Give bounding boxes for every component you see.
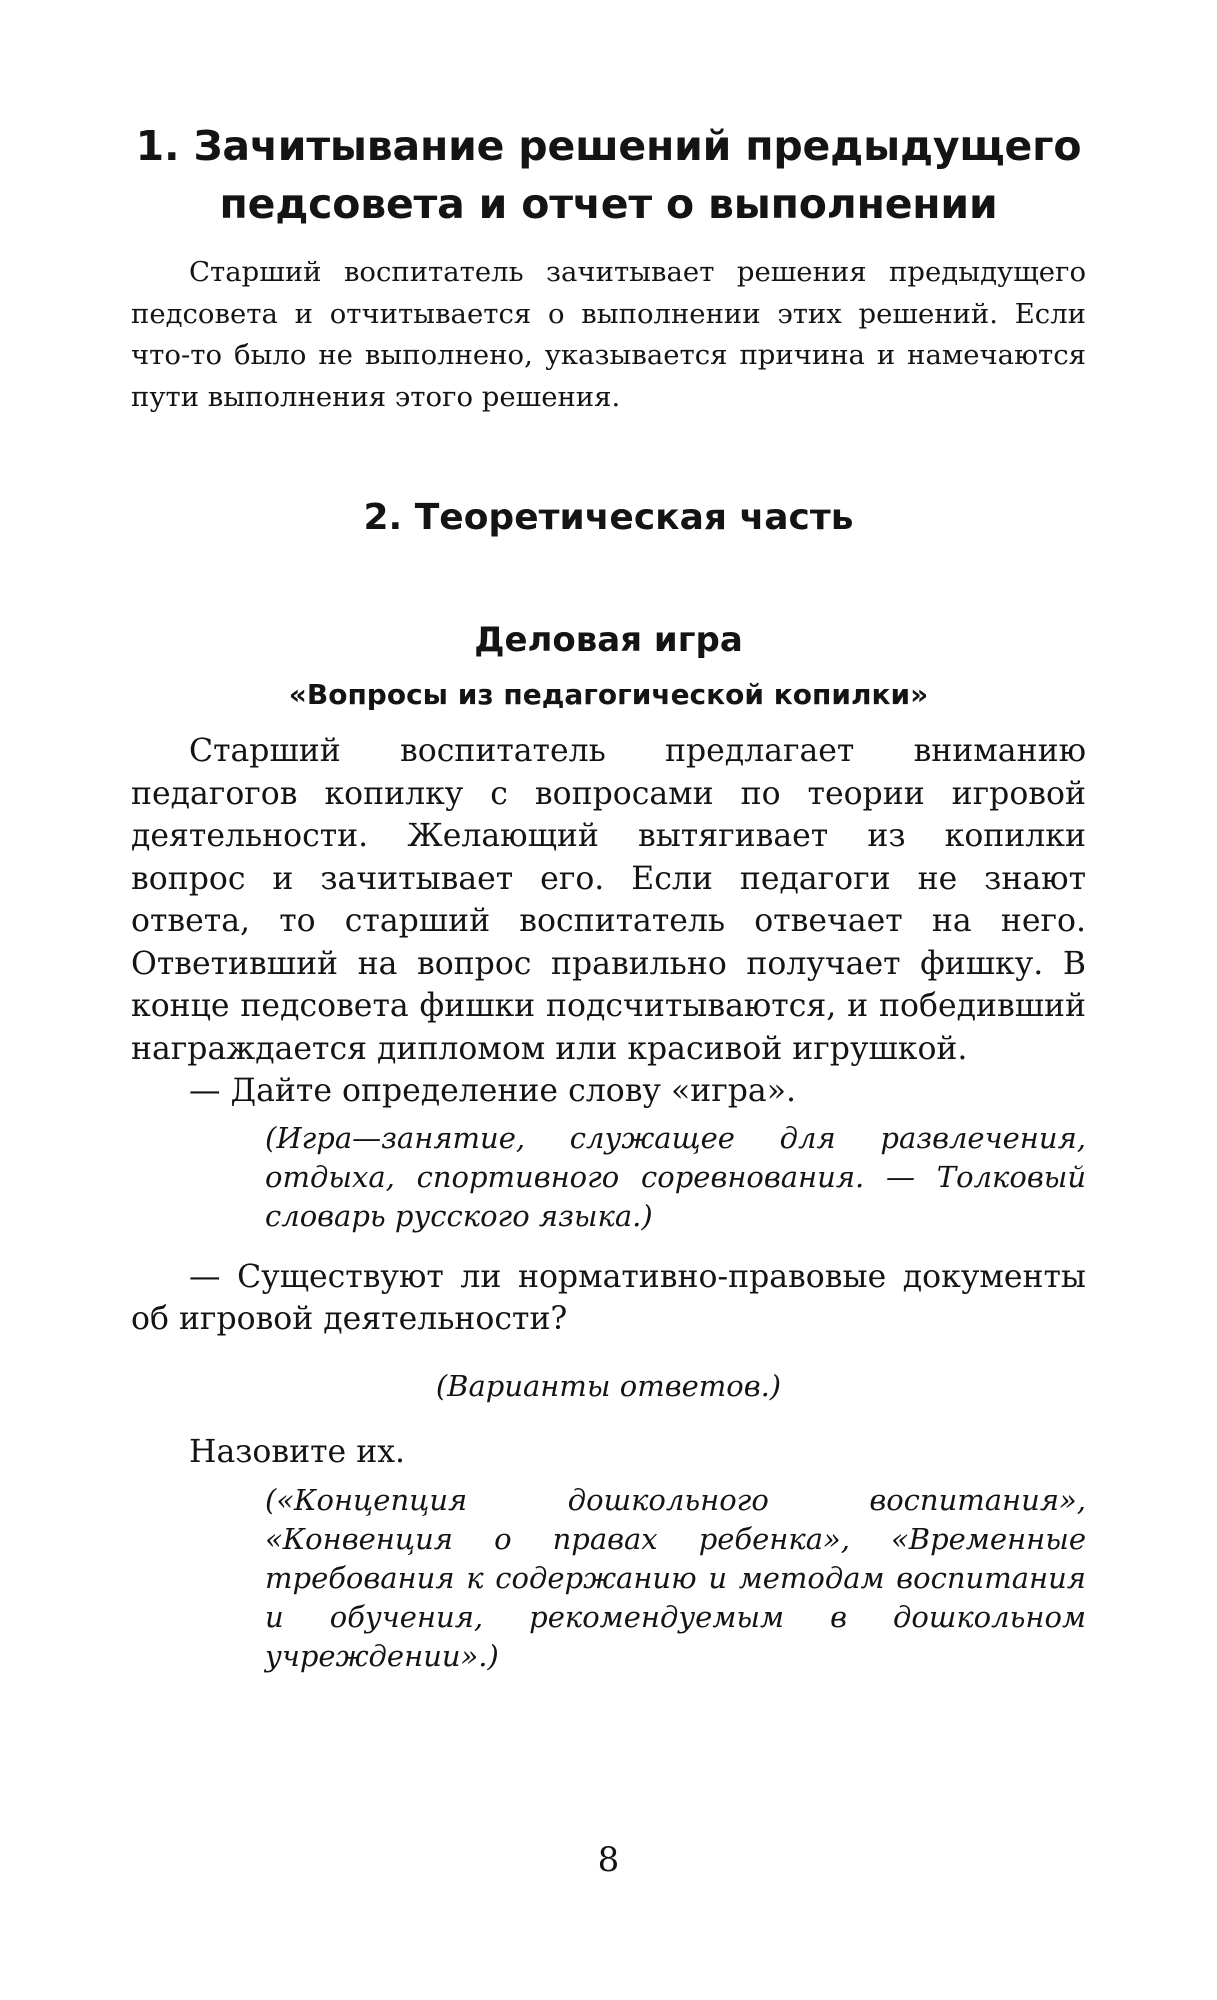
answer-2: (Варианты ответов.): [435, 1368, 782, 1403]
game-body: [131, 730, 1086, 1676]
section-1-title: [131, 117, 1086, 233]
section-1-heading: [131, 117, 1086, 233]
section-2-title: 2. Теоретическая часть: [363, 497, 854, 538]
page-number: 8: [597, 1840, 620, 1880]
game-name: «Вопросы из педагогической копилки»: [288, 678, 929, 711]
section-1-title-line-2: педсовета и отчет о выполнении: [219, 180, 998, 228]
game-heading: [131, 617, 1086, 715]
section-1-title-line-1: 1. Зачитывание решений предыдущего: [135, 122, 1082, 170]
game-subtitle: Деловая игра: [474, 620, 743, 660]
section-1-body: [131, 252, 1086, 418]
game-intro-paragraph: Старший воспитатель предлагает вниманию педагогов копилку с вопросами по теории игровой деятельности. Желающий вытягивает из копилки вопрос и зачитывает его. Если педагоги не знают ответа, то старший воспитатель отвечает на него. Ответивший на вопрос правильно получает фишку. В конце педсовета фишки подсчитываются, и победивший награждается дипломом или красивой игрушкой.: [131, 733, 1086, 1067]
question-3: Назовите их.: [189, 1433, 405, 1470]
section-2-heading: [131, 493, 1086, 543]
answer-3: («Концепция дошкольного воспитания», «Конвенция о правах ребенка», «Временные требования к содержанию и методам воспитания и обучения, рекомендуемым в дошкольном учреждении».): [265, 1483, 1086, 1673]
question-2: — Существуют ли нормативно-правовые документы об игровой деятельности?: [131, 1258, 1086, 1337]
section-1-paragraph: Старший воспитатель зачитывает решения предыдущего педсовета и отчитывается о выполнении этих решений. Если что-то было не выполнено, указывается причина и намечаются пути выполнения этого решения.: [131, 256, 1086, 413]
answer-1: (Игра—занятие, служащее для развлечения, отдыха, спортивного соревнования. — Толковый словарь русского языка.): [265, 1120, 1086, 1233]
question-1: — Дайте определение слову «игра».: [189, 1073, 796, 1109]
